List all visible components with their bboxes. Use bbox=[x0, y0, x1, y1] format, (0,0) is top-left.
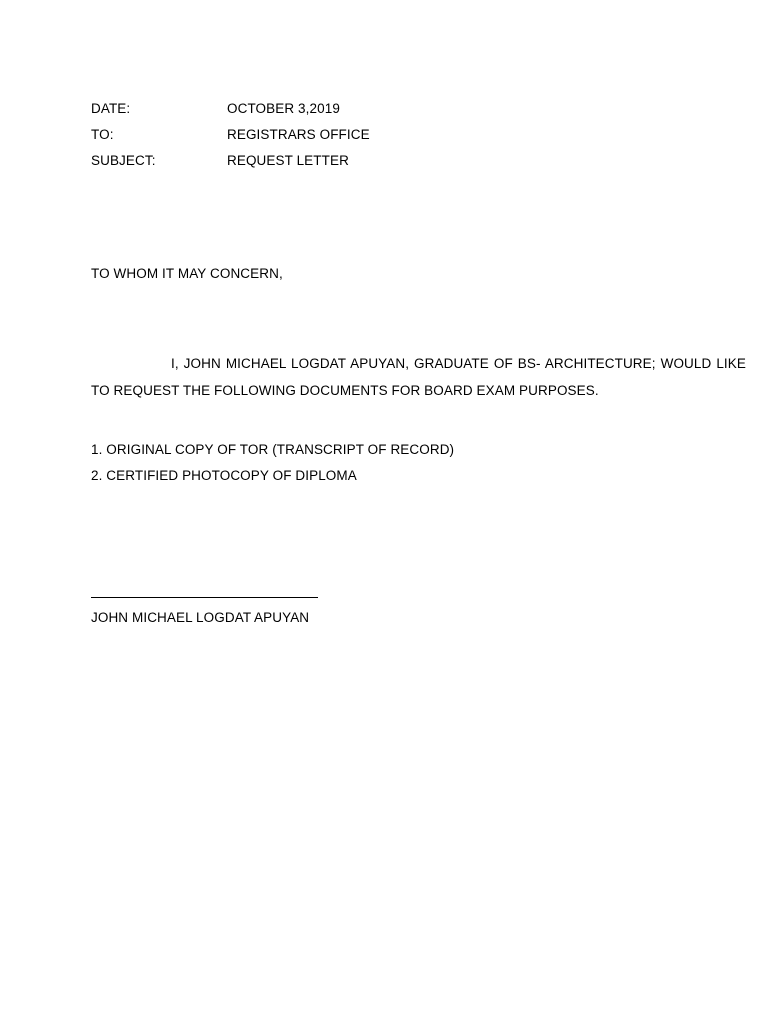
body-paragraph: I, JOHN MICHAEL LOGDAT APUYAN, GRADUATE OF BS- ARCHITECTURE; WOULD LIKE TO REQUEST THE FOLLOWING DOCUMENTS FOR BOARD EXAM PURPOSES. bbox=[91, 356, 746, 398]
to-value: REGISTRARS OFFICE bbox=[227, 127, 370, 142]
list-item: 1. ORIGINAL COPY OF TOR (TRANSCRIPT OF RECORD) bbox=[91, 442, 455, 457]
salutation: TO WHOM IT MAY CONCERN, bbox=[91, 266, 283, 281]
list-item: 2. CERTIFIED PHOTOCOPY OF DIPLOMA bbox=[91, 468, 357, 483]
signature-line bbox=[91, 597, 318, 598]
date-label: DATE: bbox=[91, 101, 131, 116]
document-list bbox=[91, 437, 454, 489]
subject-label: SUBJECT: bbox=[91, 153, 156, 168]
date-value: OCTOBER 3,2019 bbox=[227, 101, 340, 116]
subject-value: REQUEST LETTER bbox=[227, 153, 349, 168]
signature-name: JOHN MICHAEL LOGDAT APUYAN bbox=[91, 610, 310, 625]
to-label: TO: bbox=[91, 127, 114, 142]
